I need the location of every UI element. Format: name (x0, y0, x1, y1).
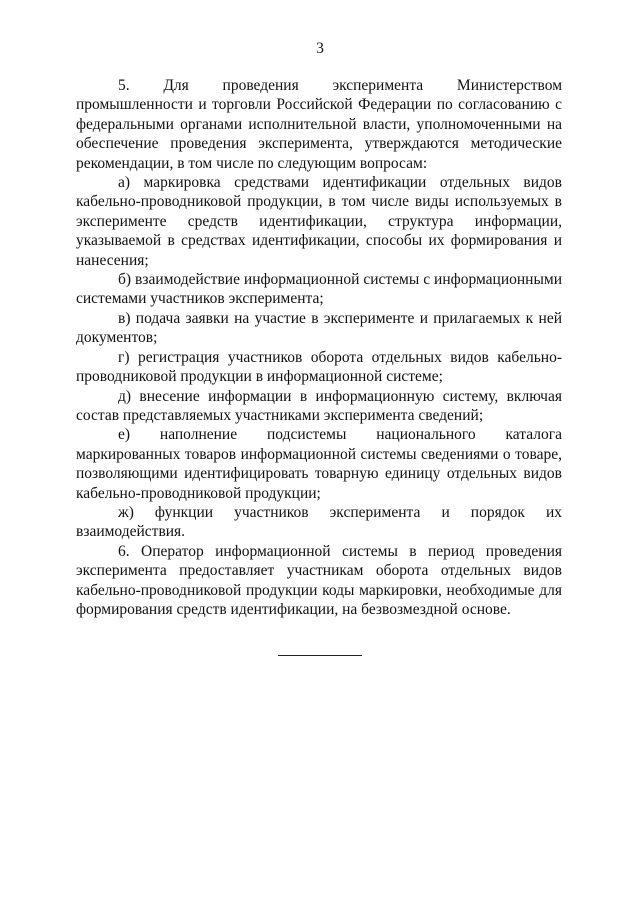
list-item-zh: ж) функции участников эксперимента и порядок их взаимодействия. (76, 503, 562, 541)
list-item-v: в) подача заявки на участие в эксперименте и прилагаемых к ней документов; (76, 309, 562, 347)
list-item-g: г) регистрация участников оборота отдельных видов кабельно-проводниковой продукции в информационной системе; (76, 348, 562, 386)
list-item-e: е) наполнение подсистемы национального каталога маркированных товаров информационной системы сведениями о товаре, позволяющими идентифицировать товарную единицу отдельных видов кабельно-проводниковой продукции; (76, 426, 562, 502)
paragraph-6: 6. Оператор информационной системы в период проведения эксперимента предоставляет участникам оборота отдельных видов кабельно-проводниковой продукции коды маркировки, необходимые для формирования средств идентификации, на безвозмездной основе. (76, 542, 562, 618)
page-number: 3 (316, 40, 324, 57)
end-divider (278, 655, 362, 656)
list-item-d: д) внесение информации в информационную систему, включая состав представляемых участниками эксперимента сведений; (76, 387, 562, 424)
list-item-a: а) маркировка средствами идентификации отдельных видов кабельно-проводниковой продукции, в том числе виды используемых в эксперименте средств идентификации, структура информации, указываемой в средствах идентификации, способы их формирования и нанесения; (76, 174, 562, 269)
document-body (76, 76, 562, 619)
list-item-b: б) взаимодействие информационной системы с информационными системами участников эксперимента; (76, 271, 562, 308)
paragraph-5: 5. Для проведения эксперимента Министерством промышленности и торговли Российской Федерации по согласованию с федеральными органами исполнительной власти, уполномоченными на обеспечение проведения эксперимента, утверждаются методические рекомендации, в том числе по следующим вопросам: (76, 77, 562, 172)
